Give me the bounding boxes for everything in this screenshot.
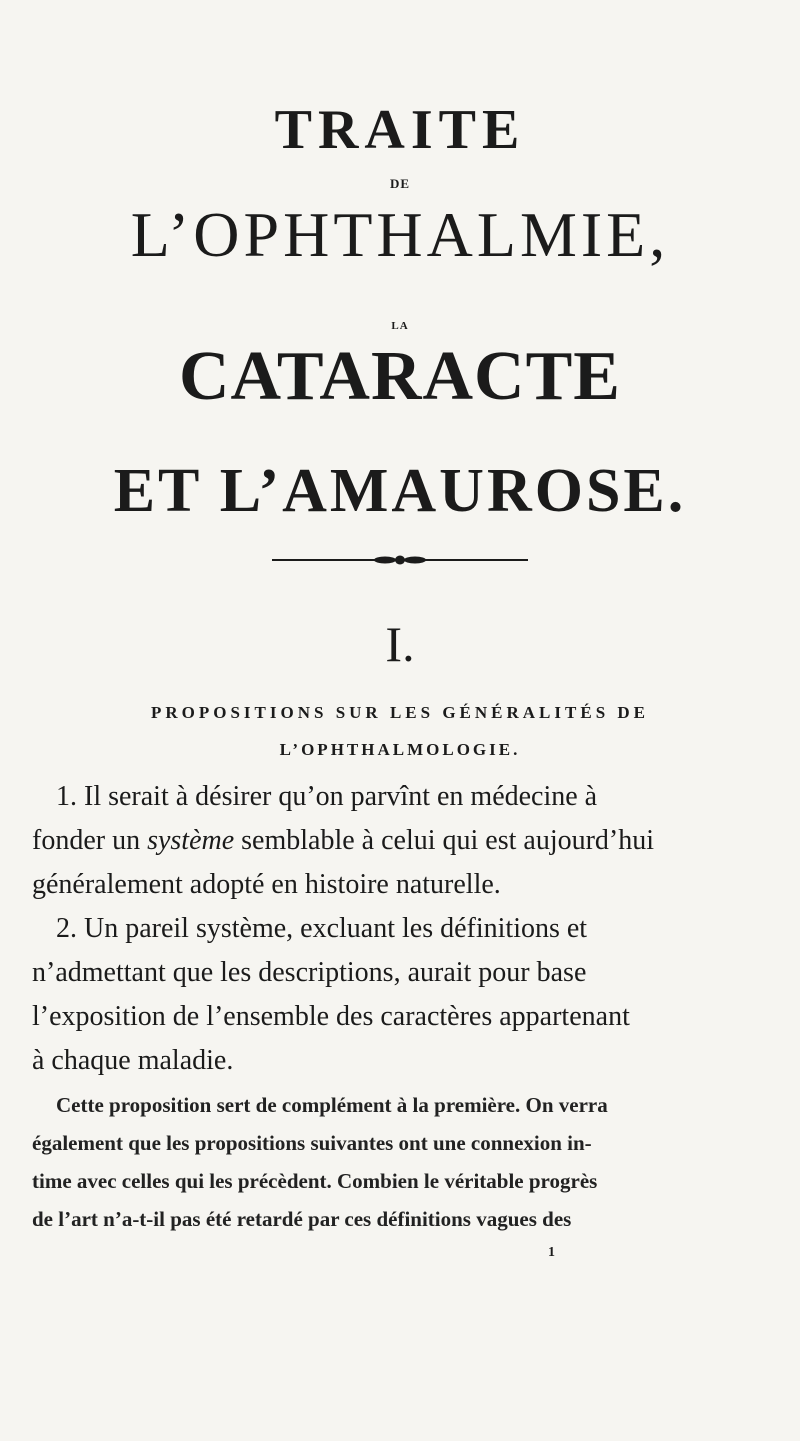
section-heading: PROPOSITIONS SUR LES GÉNÉRALITÉS DE — [150, 703, 650, 722]
note-line2: également que les propositions suivantes ont une connexion in- — [32, 1131, 592, 1155]
title-amaurose: ET L’AMAUROSE. — [113, 457, 687, 525]
section-subheading: L’OPHTHALMOLOGIE. — [279, 740, 521, 759]
paragraph2-line4: à chaque maladie. — [32, 1045, 234, 1076]
note-line1: Cette proposition sert de complément à la première. On verra — [56, 1093, 608, 1117]
paragraph2-line1: 2. Un pareil système, excluant les définitions et — [56, 913, 588, 944]
ornament-rule-icon — [272, 550, 528, 570]
paragraph1-line1: 1. Il serait à désirer qu’on parvînt en médecine à — [56, 781, 598, 812]
paragraph1-line2 — [32, 827, 654, 855]
section-numeral: I. — [385, 616, 415, 672]
paragraph2-line2: n’admettant que les descriptions, aurait pour base — [32, 957, 587, 988]
title-de: DE — [389, 176, 411, 191]
note-line4: de l’art n’a-t-il pas été retardé par ces définitions vagues des — [32, 1207, 572, 1231]
title-cataracte: CATARACTE — [179, 338, 621, 415]
paragraph2-line3: l’exposition de l’ensemble des caractères appartenant — [32, 1001, 630, 1032]
paragraph1-line2-start: fonder un — [32, 825, 148, 856]
title-traite: TRAITE — [274, 99, 526, 161]
paragraph1-line2-end: semblable à celui qui est aujourd’hui — [234, 825, 655, 856]
note-line3: time avec celles qui les précèdent. Combien le véritable progrès — [32, 1169, 598, 1193]
paragraph1-line2-italic: système — [147, 825, 235, 856]
title-la: LA — [391, 320, 409, 332]
paragraph1-line3: généralement adopté en histoire naturelle. — [32, 869, 501, 900]
signature-mark: 1 — [548, 1245, 555, 1260]
title-ophthalmie: L’OPHTHALMIE, — [130, 199, 670, 270]
